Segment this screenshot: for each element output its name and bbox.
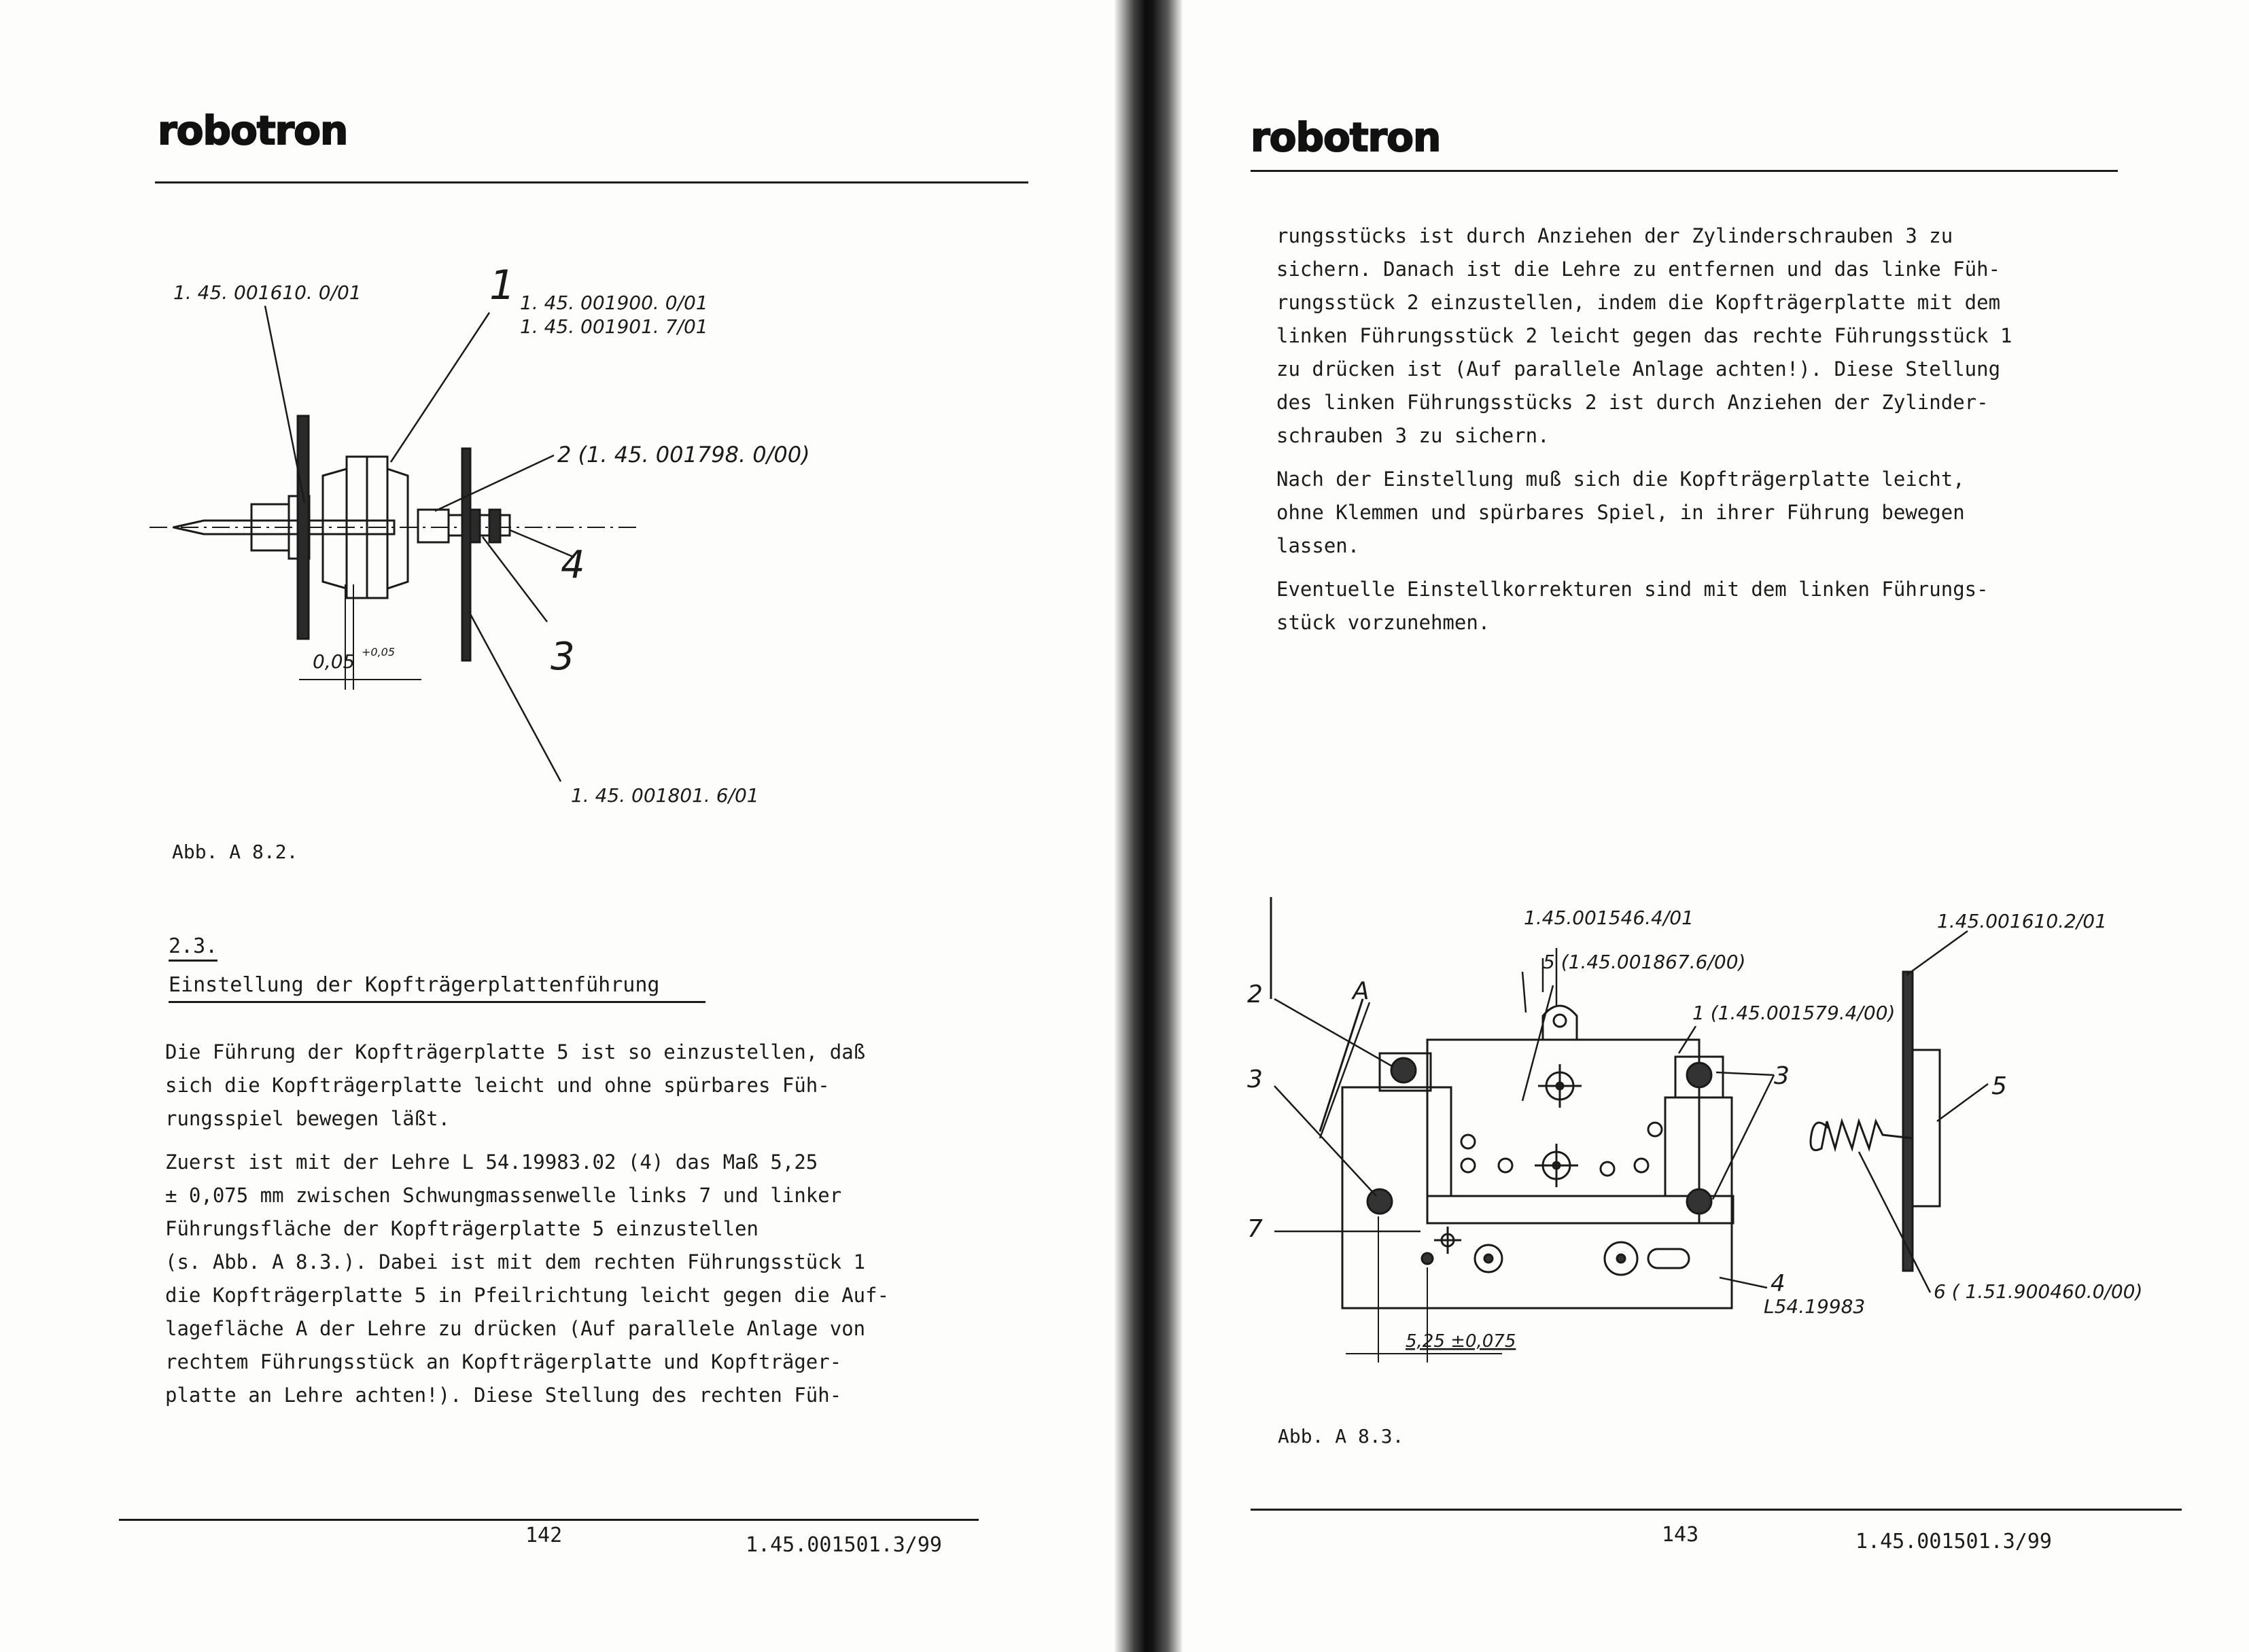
figure-a83 xyxy=(1244,897,2143,1373)
right-body-text xyxy=(1276,219,2133,650)
text-line: rechtem Führungsstück an Kopfträgerplatte und Kopfträger- xyxy=(165,1350,842,1373)
figure-a83-caption: Abb. A 8.3. xyxy=(1278,1425,1404,1447)
label-callout-1-a: 1. 45. 001900. 0/01 xyxy=(520,292,708,314)
label-dimension: 5,25 ±0,075 xyxy=(1406,1331,1516,1352)
label-bottom-part: 1. 45. 001801. 6/01 xyxy=(571,784,759,807)
gauge-block xyxy=(1342,1087,1732,1308)
pulley-flange-left xyxy=(323,469,347,588)
right-page xyxy=(1183,0,2249,1652)
label-callout-3-right: 3 xyxy=(1774,1062,1790,1090)
text-line: ohne Klemmen und spürbares Spiel, in ihrer Führung bewegen xyxy=(1276,501,1965,524)
label-callout-4: 4 xyxy=(561,543,585,587)
figure-a82-drawing xyxy=(150,258,870,815)
text-line: rungsstück 2 einzustellen, indem die Kopfträgerplatte mit dem xyxy=(1276,291,2001,314)
label-callout-1-b: 1. 45. 001901. 7/01 xyxy=(520,315,708,338)
text-line: schrauben 3 zu sichern. xyxy=(1276,424,1550,447)
figure-a82-caption: Abb. A 8.2. xyxy=(172,841,298,863)
brand-logo: robotron xyxy=(158,107,348,154)
text-line: Nach der Einstellung muß sich die Kopfträgerplatte leicht, xyxy=(1276,468,1965,491)
footer-rule xyxy=(1251,1509,2182,1511)
nut-b xyxy=(489,510,500,542)
label-callout-3: 3 xyxy=(551,635,575,679)
label-callout-7: 7 xyxy=(1247,1215,1263,1243)
spring xyxy=(1811,1121,1913,1150)
text-line: ± 0,075 mm zwischen Schwungmassenwelle links 7 und linker xyxy=(165,1184,842,1207)
label-callout-1-number: 1 xyxy=(489,262,516,309)
plate-right xyxy=(462,449,470,661)
section-number: 2.3. xyxy=(169,934,217,962)
text-line: zu drücken ist (Auf parallele Anlage achten!). Diese Stellung xyxy=(1276,357,2001,381)
label-side-part: 1.45.001610.2/01 xyxy=(1937,910,2107,932)
side-plate xyxy=(1903,972,1913,1271)
label-tolerance: 0,05 xyxy=(313,650,355,673)
doc-number: 1.45.001501.3/99 xyxy=(746,1533,942,1557)
label-tolerance-sup: +0,05 xyxy=(362,646,396,658)
text-line: rungsspiel bewegen läßt. xyxy=(165,1107,451,1130)
label-top-part: 1.45.001546.4/01 xyxy=(1524,907,1694,929)
right-paragraph-3 xyxy=(1276,573,2133,639)
label-callout-2: 2 (1. 45. 001798. 0/00) xyxy=(557,442,810,468)
left-paragraph-1 xyxy=(165,1036,988,1136)
book-gutter xyxy=(1115,0,1183,1652)
text-line: stück vorzunehmen. xyxy=(1276,611,1490,634)
side-block xyxy=(1913,1050,1940,1206)
doc-number: 1.45.001501.3/99 xyxy=(1855,1530,2052,1553)
page-number: 142 xyxy=(525,1524,563,1547)
pulley-flange-right xyxy=(387,469,408,588)
disc-left xyxy=(298,416,309,639)
text-line: Eventuelle Einstellkorrekturen sind mit dem linken Führungs- xyxy=(1276,578,1989,601)
right-paragraph-2 xyxy=(1276,463,2133,563)
page-number: 143 xyxy=(1662,1523,1699,1547)
label-top-left-part: 1. 45. 001610. 0/01 xyxy=(173,281,362,304)
text-line: rungsstücks ist durch Anziehen der Zylinderschrauben 3 zu xyxy=(1276,224,1953,247)
brand-logo: robotron xyxy=(1251,114,1441,160)
label-callout-4: 4 xyxy=(1771,1270,1785,1297)
plate-tab xyxy=(1543,1006,1577,1040)
left-paragraph-2 xyxy=(165,1146,988,1412)
footer-rule xyxy=(119,1519,979,1521)
text-line: lagefläche A der Lehre zu drücken (Auf parallele Anlage von xyxy=(165,1317,866,1340)
text-line: Die Führung der Kopfträgerplatte 5 ist so einzustellen, daß xyxy=(165,1040,866,1064)
text-line: (s. Abb. A 8.3.). Dabei ist mit dem rechten Führungsstück 1 xyxy=(165,1250,866,1273)
label-callout-2: 2 xyxy=(1247,981,1263,1008)
header-rule xyxy=(155,181,1028,183)
header-rule xyxy=(1251,170,2118,172)
text-line: des linken Führungsstücks 2 ist durch Anziehen der Zylinder- xyxy=(1276,391,1989,414)
label-callout-6: 6 ( 1.51.900460.0/00) xyxy=(1934,1280,2143,1303)
figure-a83-drawing xyxy=(1244,897,2143,1373)
text-line: linken Führungsstück 2 leicht gegen das rechte Führungsstück 1 xyxy=(1276,324,2012,347)
figure-a82 xyxy=(150,258,870,815)
text-line: sichern. Danach ist die Lehre zu entfernen und das linke Füh- xyxy=(1276,258,2001,281)
text-line: Zuerst ist mit der Lehre L 54.19983.02 (4) das Maß 5,25 xyxy=(165,1150,818,1174)
left-body-text xyxy=(165,1036,988,1422)
guide-piece xyxy=(418,510,449,542)
text-line: platte an Lehre achten!). Diese Stellung des rechten Füh- xyxy=(165,1384,842,1407)
text-line: Führungsfläche der Kopfträgerplatte 5 einzustellen xyxy=(165,1217,759,1240)
text-line: sich die Kopfträgerplatte leicht und ohne spürbares Füh- xyxy=(165,1074,830,1097)
text-line: die Kopfträgerplatte 5 in Pfeilrichtung leicht gegen die Auf- xyxy=(165,1284,890,1307)
label-callout-5: 5 (1.45.001867.6/00) xyxy=(1543,951,1746,973)
label-callout-A: A xyxy=(1353,977,1370,1005)
label-side-callout-5: 5 xyxy=(1991,1072,2007,1100)
left-page xyxy=(0,0,1115,1652)
right-paragraph-1 xyxy=(1276,219,2133,453)
section-title: Einstellung der Kopfträgerplattenführung xyxy=(169,973,705,1003)
label-gauge: L54.19983 xyxy=(1764,1295,1866,1318)
label-callout-1: 1 (1.45.001579.4/00) xyxy=(1692,1002,1896,1024)
text-line: lassen. xyxy=(1276,534,1360,557)
label-callout-3-left: 3 xyxy=(1247,1066,1263,1093)
